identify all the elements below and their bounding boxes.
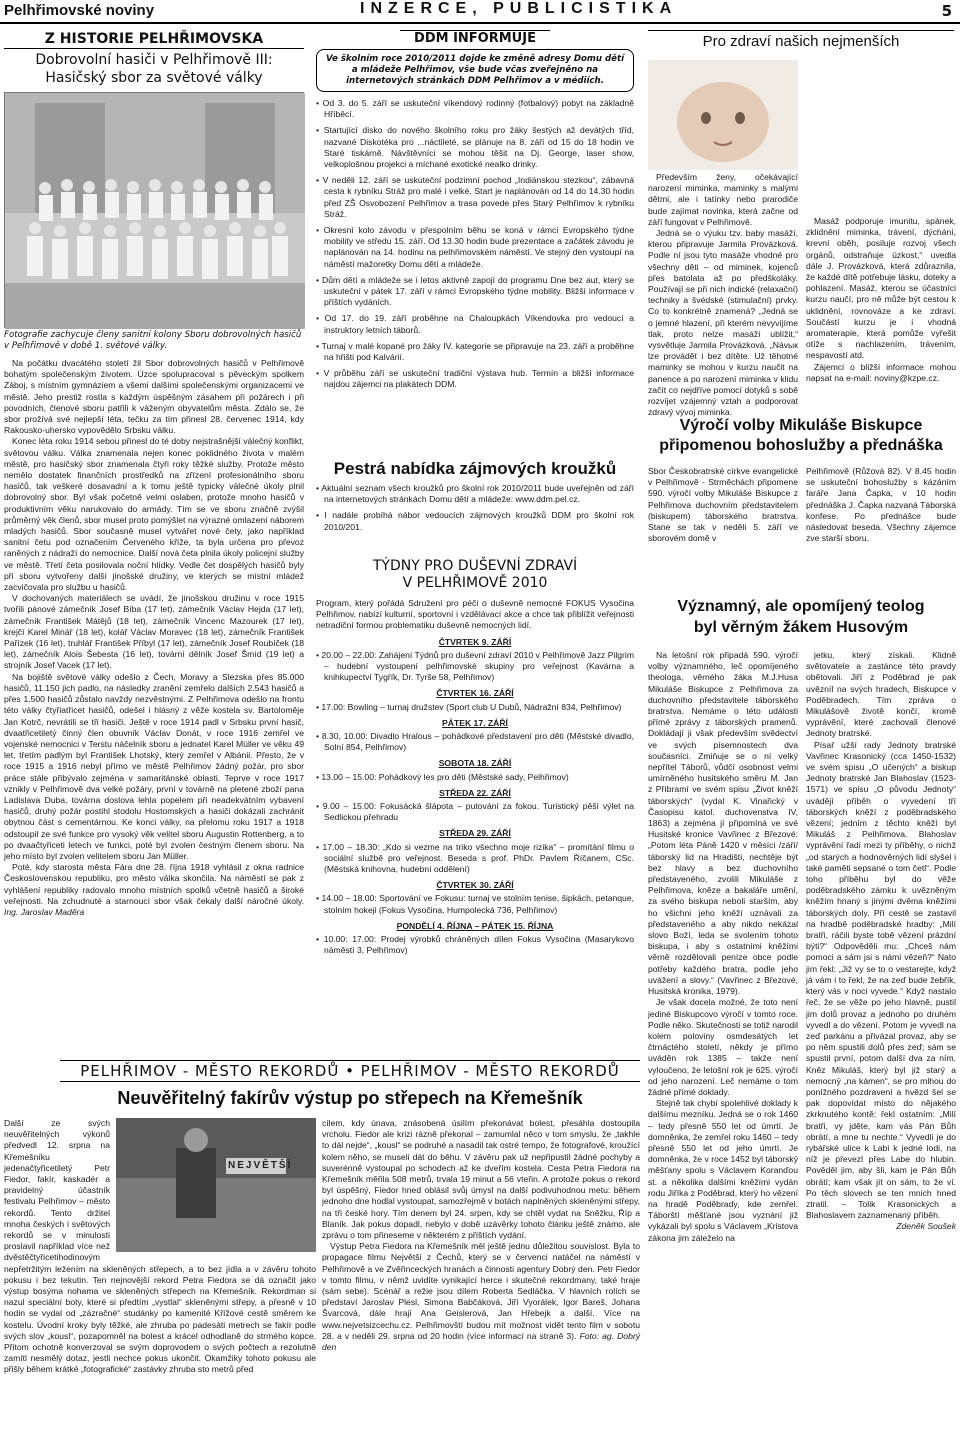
list-item: • Od 3. do 5. září se uskuteční víkendový rodinný (fotbalový) pobyt na základně Hříběcí.	[316, 98, 634, 120]
teolog-col-2	[806, 650, 956, 1430]
history-article	[4, 358, 304, 1060]
rekordu-col-2	[322, 1118, 640, 1430]
list-item: • Dům dětí a mládeže se i letos aktivně zapojí do programu Dne bez aut, který se uskuteční v pátek 17. září v rámci Evropského týdne mobility. Bližší informace v příštích vydáních.	[316, 274, 634, 308]
program-item: • 10.00: 17.00: Prodej výrobků chráněných dílen Fokus Vysočina (Masarykovo náměstí 3, Pelhřimov)	[316, 934, 634, 956]
program-item: • 14.00 – 18.00: Sportování ve Fokusu: turnaj ve stolním tenise, šipkách, petanque, stolním hokeji (Fokus Vysočina, Humpolecká 736, Pelhřimov)	[316, 893, 634, 915]
fakir-illustration	[116, 1118, 316, 1252]
volba-col-1: Sbor Českobratrské církve evangelické v Pelhřimově - Strměchách připomene 590. výročí volby Mikuláše Biskupce z Pelhřimova duchovním představitelem (biskupem) táborského bratrstva. Stane se tak v neděli 5. září ve sborovém domě v	[648, 466, 798, 544]
history-paragraph	[4, 862, 304, 918]
program-day: PONDĚLÍ 4. ŘÍJNA – PÁTEK 15. ŘÍJNA	[396, 920, 554, 931]
zdravi-title: Pro zdraví našich nejmenších	[648, 30, 954, 56]
history-title-1: Dobrovolní hasiči v Pelhřimově III:	[35, 52, 273, 68]
history-author: Ing. Jaroslav Maděra	[4, 906, 85, 917]
history-kicker: Z HISTORIE PELHŘIMOVSKA	[4, 30, 304, 49]
teolog-title-1: Významný, ale opomíjený teolog	[677, 598, 925, 615]
tydny-title-2: V PELHŘIMOVĚ 2010	[402, 575, 548, 591]
program-item: • 17.00 – 18.30: „Kdo si vezme na triko všechno moje rizika“ – promítání filmu o sociální službě pro veřejnost. Beseda s prof. PhDr. Pavlem Říčanem, CSc. (Městská knihovna, hudební oddělení)	[316, 841, 634, 875]
history-paragraph: Konec léta roku 1914 sebou přinesl do té doby nejstrašnější válečný konflikt, světovou válku. Válka znamenala nejen konec poklidného života v malém městě, pro hasičský sbor znamenala čtyři roky těžké služby. Protože město nemělo dostatek finančních prostředků na zřízení profesionálního sboru hasičů, tak veškeré dosavadní a k tomu ještě typicky válečné úkoly plnil dobrovolný sbor. Byl však početně velmi oslaben, protože mnoho hasičů v produktivním věku narukovalo do armády. Tím se ve sboru značně zvýšil průměrný věk členů, sbor musel proto pomýšlet na výrazné omlazení náborem mladých hasičů. Sbor současně musel vytvářet nové čety, jako například sanitní četu pod označením Červeného kříže, ta byla určena pro převoz raněných z nádraží do nemocnice. Další nová četa plnila úkoly policejní služby ve městě. Třetí četa posilovala noční hlídky. Vedle čet dospělých hasičů byly při sboru vytvořeny další jinošské družiny, ve kterých se místní mládež zacvičovala pro službu u hasičů.	[4, 436, 304, 593]
history-title-2: Hasičský sbor za světové války	[45, 70, 263, 86]
teolog-paragraph: jetku, který získali. Klidně světovatele a zastánce této pravdy obětovali. Jiří z Poděbrad je pak uvězníl na svých hradech, Biskupce v Poděbradech. Tím zpráva o Mikulášově životě končí, kromě vyprávění, které zachovali členové Jednoty bratrské.	[806, 650, 956, 739]
history-header	[4, 30, 304, 88]
history-paragraph: Na bojiště světové války odešlo z Čech, Moravy a Slezska přes 85.000 hasičů, 11.150 jich padlo, na následky zranění zemřelo dalších 2.543 hasičů a přes 1.500 hasičů zůstalo navždy nezvěstnými. Z Pelhřimova odešlo na frontu této války čtyřiatřicet hasičů, odešel i hlásný z věže kostela sv. Bartoloměje Jan Kotrč, nevrátili se tři hasiči. Ještě v roce 1914 padl v Srbsku první hasič, dvaatřicetiletý činný člen obuvník Václav Donát, v roce 1916 zemřel ve vojenské nemocnici v Terstu náčelník sboru a jednatel Karel Müller ve věku 49 let, třetím padlým byl František Lhotský, který zemřel v Albánii. Přesto, že v roce 1915 a 1916 nebyl přímo ve městě Pelhřimov žádný požár, pro sbor práce stále přibývalo zejména v samaritánské oblasti. Teprve v roce 1917 vznikly v Pelhřimově dva velké požáry, první v továrně na pletené zboží pana Ladislava Duba, továrna doslova lehla popelem při neadekvátním vybavení hasičů, druhý požár postihl stodolu Hostomských a hasiči dokázali zachránit obytnou část s cementárnou. Ke konci války, na přelomu roku 1917 a 1918 odstoupil ze své funkce pro vysoký věk velitel sboru Augustin Rottenberg, a to po dvaačtyřiceti letech ve funkci, poté byl zvolen čestným členem sboru. Na jeho místo byl zvolen velitelem sboru Jan Müller.	[4, 671, 304, 861]
ddm-title: DDM INFORMUJE	[400, 30, 550, 47]
list-item: • V neděli 12. září se uskuteční podzimní pochod „Indiánskou stezkou“, zábavná cesta k rybníku Stráž pro malé i velké. Start je naplánován od 14 do 14.30 hodin před ZŠ Osvobození Pelhřimov a trasa povede přes Starý Pelhřimov k rybníku Stráž.	[316, 175, 634, 219]
program-day: STŘEDA 22. ZÁŘÍ	[439, 787, 511, 798]
zdravi-col-2	[806, 216, 956, 406]
teolog-paragraph: Na letošní rok připadá 590. výročí volby významného, leč opomíjeného theologa, věrného žáka M.J.Husa Mikuláše Biskupce z Pelhřimova za duchovního představitele táborského bratrstva. Nemáme o této události přímé zprávy z táborských pramenů. Dokládají ji však především svědectví ve svých písemnostech dva současníci. Zmiňuje se o ní velký nepřítel Táborů, vůdčí osobnost velmi umírněného husitského směru M. Jan z Příbramí ve svém spisu „Život kněží táborských“ (vydal K. Vinařický v Časopisu katol. duchovenstva IV, 1863) a zejména jí připomíná ve své Husitské kronice Vavřinec z Březové: „Potom léta Páně 1420 v měsíci /září/ táborský lid na Hradišti, nechtěje být bez hlavy a bez duchovního představeného, zvolili Mikuláše z Pelhřimova, kněze a bakaláře umění, za svého biskupa neboli starším, aby ho všichni jeho kněží uznávali za představeného a aby nikdo nekázal slovo Boží, leda se svolením tohoto biskupa, i aby s ostatními kněžími věrně rozdělovali peníze obce podle potřeby každého bratra, podle jeho uvážení a slovy.“ (Vavřinec z Březové, Husitská kronika, 1979).	[648, 650, 798, 997]
list-item: • Startující disko do nového školního roku pro žáky šestých až devátých tříd, nazvané Diskotéka pro ...náctileté, se plánuje na 8. září od 15 do 18 hodin ve Staré tiskárně. Návštěvníci se mohou těšit na Dj. George, laser show, velkoplošnou projekci a míchané exotické nealko drinky.	[316, 125, 634, 170]
teolog-header	[648, 596, 954, 644]
teolog-col-1	[648, 650, 798, 1430]
program-item: • 9.00 – 15.00: Fokusácká šlápota – putování za fokou. Turistický pěší výlet na Sedlickou přehradu	[316, 801, 634, 823]
krouzky-title: Pestrá nabídka zájmových kroužků	[333, 459, 617, 478]
rekordu-banner: PELHŘIMOV - MĚSTO REKORDŮ • PELHŘIMOV - MĚSTO REKORDŮ	[60, 1060, 640, 1082]
teolog-paragraph: Písař užší rady Jednoty bratrské Vavřinec Krasonický (cca 1450-1532) ve svém spisu „O učených“ a biskup Jednoty bratrské Jan Blahoslav (1523-1571) ve spisu „O původu Jednoty“ uvádějí příběh o vyvedení tří táborských kněží z poděbradského vězení; jedním z těchto kněží byl Mikuláš z Pelhřimova. Blahoslav vyprávění řadí mezi ty příběhy, o nichž „od starých a hodnověrných lidí slyšel i také paměti sepsané o tom četl“. Podle toho příběhu byl do věže poděbradského zámku k uvězněným kněžím hnaný s jinými dvěma kněžími táborských doly. Při cestě se zastavil na hradbě poděbradské hradby: „Milí bratři, ráčili byste tobě vězení prázdní býti?“ Odpověděli mu: „Chceš nám pomoci a sám jsi s námi vězeň?“ Nato jim řekl: „Již vy se to o vestarejte, když já vám i to řekl, že na zeď bude žebřík, který vás v noci vyvede.“ Když nastalo řeč, že se věže po jeho hlavně, pustil jim dolů provaz a jednoho po druhém vyvedl a do vězení. Potom je vyvedl na zeď parkánu a přivázal provaz, aby se po něm spustili dolů přes zeď; sám se spustil první, potom další dva za ním. Kněz Mikuláš, který byl již starý a nemocný „na kámen“, se pro mlhou do ponížného pozdravení a hvězd šel se pak dopovídat místo do nějakého zkrknutého kontě: řekl ostatním: „Milí bratři, vy jděte, kam vás Pán Bůh obrátí, a mne tu nechte.“ Vyvedli je do rybářské ulice k Labi k jedné lodi, na níž je převezl přes Labe do hlubin. Pověděl jim, aby šli, kam je Pán Bůh obrátí; kam však jít on sám, to že ví. Po těch slovech se ten mnich hned ztratil. – Tolik Krasonických a Blahoslavem zaznamenaný příběh.	[806, 739, 956, 1221]
history-paragraph: V dochovaných materiálech se uvádí, že jinošskou družinu v roce 1915 tvořili pánové zámečník Josef Bíba (17 let), zámečník Václav Hejda (17 let), zámečník František Mátějů (18 let), zámečník Vincenc Mazourek (17 let), krejčí Karel Minář (18 let), kolář Václav Moravec (18 let), zámečník František Pařízek (16 let), truhlář František Příbyl (17 let), zámečník Josef Roubíček (18 let), zámečník Alois Šebesta (16 let), tovární dělník Josef Šmíd (19 let) a strojník Josef Vacek (17 let).	[4, 593, 304, 671]
program-day: SOBOTA 18. ZÁŘÍ	[438, 758, 512, 769]
tydny-program	[316, 637, 634, 957]
history-paragraph-last: Poté, kdy starosta města Fára dne 28. října 1918 vyhlásil z okna radnice Československou republiku, pro město válka skončila. Na náměstí se pak z vyhlášení republiky radovalo mnoho místních spolků včetně hasičů a široké veřejnosti. Na zchudnuté a starnoucí sbor však čekaly další náročné úkoly.	[4, 862, 304, 906]
fakir-photo	[116, 1118, 316, 1252]
photo-credit: Foto: ag. Dobrý den	[322, 1330, 641, 1353]
teolog-title-2: byl věrným žákem Husovým	[693, 619, 909, 636]
list-item: • Okresní kolo závodu v přespolním běhu se koná v rámci Evropského týdne mobility ve středu 15. září. Od 13.30 hodin bude prezentace a začátek závodu je naplánován na 14. hodinu na pelhřimovském náměstí. Ve stejný den vystoupí na náměstí mažoretky Domu dětí a mládeže.	[316, 225, 634, 269]
program-day: STŘEDA 29. ZÁŘÍ	[439, 828, 511, 839]
teolog-paragraph: Stejně tak chybí spolehlivé doklady k dalšímu mezníku. Jedná se o rok 1460 – tedy přesně 550 let od úmrtí. Je domněnka, že zemřel roku 1460 – tedy přesně 550 let od jeho úmrtí. Je domněnka, že v roce 1452 byl táborský měšťany spolu s Václavem Koranďou st. a několika dalšími kněžími vydán rodu Jiříka z Poděbrad, který ho vězení na hradě Poděbrady, kde zemřel. Táborští měšťané jsou vyznání již vykázali byl spolu s Václavem „Kristova zákona jim záleželo na	[648, 1098, 798, 1243]
zdravi-paragraph: Zájemci o bližší informace mohou napsat na e-mail: noviny@kzpe.cz.	[806, 361, 956, 383]
list-item: • I nadále probíhá nábor vedoucích zájmových kroužků DDM pro školní rok 2010/201.	[316, 510, 634, 532]
volba-header	[648, 416, 954, 460]
list-item: • V průběhu září se uskuteční tradiční výstava hub. Termín a bližší informace najdou zájemci na plakátech DDM.	[316, 368, 634, 390]
rekordu-col-1	[4, 1118, 316, 1430]
ddm-intro: Ve školním roce 2010/2011 dojde ke změně adresy Domu dětí a mládeže Pelhřimov, vše bude včas zveřejněno na internetových stránkách DDM Pelhřimov a v médiích.	[316, 49, 634, 92]
program-day: ČTVRTEK 9. ZÁŘÍ	[438, 636, 512, 647]
program-item: • 20.00 – 22.00: Zahájení Týdnů pro duševní zdraví 2010 v Pelhřimově Jazz Pilgrim – hudební vystoupení pelhřimovské skupiny pro veřejnost (Kavárna a knihkupectví Tygřík, Dr. Tyrše 58, Pelhřimov)	[316, 649, 634, 683]
volba-col-2: Pelhřimově (Růžová 82). V 8.45 hodin se uskuteční bohoslužby s kázáním faráře Jana Čapka, v 10 hodin přednáška J. Čapka nazvaná Táborská konfese. Po přednášce bude následovat beseda. Všechny zájemce zve starší sboru.	[806, 466, 956, 544]
page-number: 5	[941, 2, 952, 20]
program-item: • 17.00: Bowling – turnaj družstev (Sport club U Dubů, Nádražní 834, Pelhřimov)	[316, 701, 622, 712]
zdravi-paragraph: Především ženy, očekávající narození miminka, maminky s malými dětmi, ale i tatínky nebo prarodiče bude zajímat novinka, která začne od září fungovat v Pelhřimově.	[648, 172, 798, 227]
ddm-section	[316, 30, 634, 390]
program-day: ČTVRTEK 30. ZÁŘÍ	[436, 880, 514, 891]
history-paragraph: Na počátku dvacátého století žil Sbor dobrovolných hasičů v Pelhřimově bohatým společenským životem. Úzce spolupracoval s pěveckým spolkem Záboj, s místním gymnáziem a všemi dalšími společenskými organizacemi ve městě. Jeho prestiž rostla s každým úspěšným zásahem při požárech i při povodních, členové sboru patřili k váženým obyvatelům města. Zdálo se, že sbor prožívá své nejlepší léta, tečku za tím přinesl 28. červenec 1914, kdy Rakousko-uhersko vypovědělo Srbsku válku.	[4, 358, 304, 436]
photo-caption: Fotografie zachycuje členy sanitní kolony Sboru dobrovolných hasičů v Pelhřimově v době 1. světové války.	[4, 330, 302, 351]
firemen-group-illustration	[5, 93, 305, 329]
volba-title-2: připomenou bohoslužby a přednáška	[659, 437, 943, 454]
rekordu-paragraph: cílem, kdy únava, znásobená úsilím překonávat bolest, přesáhla dostoupila vrcholu. Fiedor ale krizi rázně překonal – zamumlal něco v tom smyslu, že „takhle to dál nejde“, „kousl“ se podruhé a nasadil tak ostré tempo, že fotografové, kroužící kolem něho, se museli dát do běhu. V závěru pak už nepřipustil žádné pochyby a suverénně vystoupal po schodech až ke dveřím kostela. Cesta Petra Fiedora na Křemešník měřila 508 metrů, trvala 19 minut a 56 vteřin. A protože pokus o rekord byl úspěšný, Fiedor hned oblásil svůj úmysl na další podivuhodnou metu: během jednoho dne hodlal vystoupat, samozřejmě v botách naplněných skleněnými střepy, na tři české hory. Tím denem byl 24. srpen, kdy se chtěl vydat na Sněžku, Říp a Blaník. Jak pokus dopadl, nebylo v době uzávěrky tohoto článku ještě známo, ale zprávu o tom přineseme v některém z příštích vydání.	[322, 1118, 640, 1241]
rekordu-title: Neuvěřitelný fakírův výstup po střepech na Křemešník	[117, 1088, 583, 1108]
zdravi-paragraph: Jedná se o výuku tzv. baby masáží, kterou připravuje Jarmila Provázková. Podle ní jsou tyto masáže vhodné pro všechny děti – od miminek, kojenců přes batolata až po předškoláky. Používají se při nich indické (relaxační) techniky a švédské (stimulační) prvky. Co to konkrétně znamená? „Jedná se o jemné hlazení, při kterém nevyvíjíme tlak, proto nelze masáží ublížit,“ vysvětluje Jarmila Provázková. „Návык lze provádět i bez dítěte. Už těhotné maminky se mohou v kurzu naučit na panence a po narození miminka v klidu začít co nejdříve pomocí dotyků s sobě rozvíjet vzájemný vztah a podporovat zdravý vývoj miminka.	[648, 228, 798, 418]
tydny-intro: Program, který pořádá Sdružení pro péči o duševně nemocné FOKUS Vysočina Pelhřimov, nabízí kulturní, sportovní i vzdělávací akce a chce tak přiblížit veřejnosti netradiční formou problematiku duševně nemocných lidí.	[316, 598, 634, 631]
rekordu-paragraph: Výstup Petra Fiedora na Křemešník měl ještě jednu důležitou souvislost. Byla to propagace filmu Největší z Čechů, který se v červenci natáčel na náměstí v Pelhřimově a ve Zvěřinceckých hranách a činnosti agentury Dobrý den. Petr Fiedor v tomto filmu, v němž uvidíte vynikající herce i skutečné rekordmany, také hraje (sám sebe). Scénář a režie jsou dílem Roberta Sedláčka. V hlavních rolích se představí Jaroslav Plesl, Simona Babčáková, Jiří Vyorálek, Igor Bareš, Johana Švarcová, dále hrají Ana Geislerová, Jan Hřebejk a další. Více na www.nejvetsizcechu.cz. Pelhřimovští budou mít možnost vidět tento film v sobotu 28. a v neděli 29. srpna od 20 hodin (více informací na straně 3). Foto: ag. Dobrý den	[322, 1241, 641, 1353]
tydny-section	[316, 558, 634, 1048]
program-day: PÁTEK 17. ZÁŘÍ	[442, 717, 508, 728]
photo-sign-text: NEJVĚTŠÍ	[228, 1160, 293, 1171]
volba-title-1: Výročí volby Mikuláše Biskupce	[679, 417, 923, 434]
firemen-photo	[4, 92, 304, 328]
teolog-author: Zdeněk Soušek	[896, 1221, 956, 1232]
list-item: • Aktuální seznam všech kroužků pro školní rok 2010/2011 bude uveřejněn od září na internetových stránkách Domu dětí a mládeže: www.ddm.pel.cz.	[316, 483, 634, 505]
zdravi-col-1	[648, 172, 798, 418]
zdravi-paragraph: Masáž podporuje imunitu, spánek, zklidnění miminka, trávení, dýchání, krevní oběh, posiluje rozvoj všech orgánů, odstraňuje úzkost,“ uvedla dále J. Provázková, která zdůraznila, že každé dítě potřebuje lásku, doteky a pohlazení. Masáž, kterou se účastníci kurzu naučí, pro ně může být cestou k uklidnění, rovnováze a ke zdraví. Součástí kurzu je i vhodná aromaterapie, která pomůže vyřešit otíže s nachlazením, trávením, nespavostí atd.	[806, 216, 956, 361]
section-title: INZERCE, PUBLICISTIKA	[360, 0, 678, 17]
krouzky-section	[316, 458, 634, 574]
header-rule	[0, 22, 960, 24]
list-item: • Turnaj v malé kopané pro žáky IV. kategorie se připravuje na 23. září a proběhne na hřišti pod Kalvárií.	[316, 340, 634, 363]
program-item: • 8.30, 10.00: Divadlo Hralous – pohádkové představení pro děti (Městské divadlo, Solní 854, Pelhřimov)	[316, 731, 634, 753]
program-day: ČTVRTEK 16. ZÁŘÍ	[436, 688, 514, 699]
program-item: • 13.00 – 15.00: Pohádkový les pro děti (Městské sady, Pelhřimov)	[316, 771, 569, 782]
newspaper-name: Pelhřimovské noviny	[4, 2, 155, 19]
ddm-list	[316, 98, 634, 391]
zdravi-intro-wrap	[712, 60, 798, 180]
tydny-title-1: TÝDNY PRO DUŠEVNÍ ZDRAVÍ	[372, 558, 578, 574]
list-item: • Od 17. do 19. září proběhne na Chaloupkách Víkendovka pro vedoucí a instruktory letních táborů.	[316, 313, 634, 335]
teolog-paragraph: Je však docela možné, že toto není jediné Biskupcovo výročí v tomto roce. Podle něko. Skutečnosti se totiž narodil kolem poloviny osmdesátých let čtrnáctého století, někdy je přímo uváděn rok 1385 – takže není vyloučeno, že letošní rok je 625. výročí od jeho narození. Leč nemáme o tom žádné přímé doklady.	[648, 997, 799, 1097]
rekordu-text-1: Další ze svých neuvěřitelných výkonů předvedl 12. srpna na Křemešníku jedenačtyřicetiletý Petr Fiedor, fakír, kaskadér a pravidelný účastník festivalu Pelhřimov – město rekordů. Tento držitel mnoha českých i světových rekordů se v minulosti proslavil například více než dvěstěčtyřicetihodinovým nepřetržitým ležením na skleněných střepech, a to bez jídla a v závěru tohoto pokusu i bez tekutin. Ten nejnovější rekord Petra Fiedora se dá označit jako výstup bosýma nohama ve skleněných střepech na Křemešník. Rekordman si nazul speciální boty, které si předtím „vystlal“ skleněnými střepy, a přesně v 10 hodin se vydal od „zázračné“ studánky po kamenité Křížové cestě směrem ke kostelu. Úvodní kroky byly těžké, ale zhruba po padesáti metrech se fakír podle svých slov „kousl“, pozapomněl na bolest a krácel odhodlaně do strmého kopce. Přitom ochotně konverzoval se svým doprovodem o svých počtech a rezolutně zamítl nesmělý dotaz, jestli nechce pokus ukončit. Okamžiky tohoto pokusu ale přišly během krátké „fotografické“ zastávky zhruba sto metrů před	[4, 1118, 316, 1375]
